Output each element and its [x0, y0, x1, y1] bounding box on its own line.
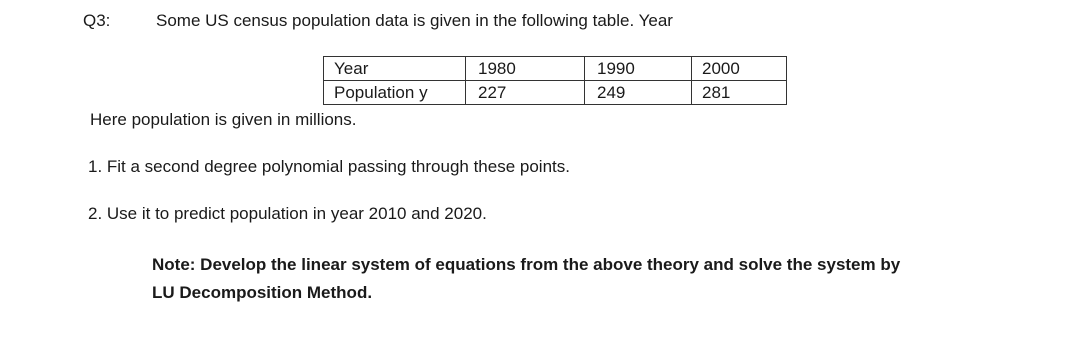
table-cell: Population y	[324, 81, 466, 105]
table-cell: 1980	[466, 57, 585, 81]
table-cell: 1990	[585, 57, 692, 81]
table-cell: 281	[692, 81, 787, 105]
table-row	[324, 81, 787, 105]
task-item-2: 2. Use it to predict population in year 2010 and 2020.	[88, 204, 487, 223]
table-row	[324, 57, 787, 81]
method-note-line-1: Note: Develop the linear system of equations from the above theory and solve the system by	[152, 255, 901, 274]
question-number: Q3:	[83, 11, 111, 30]
table-cell: 227	[466, 81, 585, 105]
task-item-1: 1. Fit a second degree polynomial passing through these points.	[88, 157, 570, 176]
census-table	[323, 56, 787, 105]
units-note: Here population is given in millions.	[90, 110, 357, 129]
method-note-line-2: LU Decomposition Method.	[152, 283, 373, 302]
question-prompt: Some US census population data is given in the following table. Year	[156, 11, 673, 30]
table-cell: 2000	[692, 57, 787, 81]
table-cell: Year	[324, 57, 466, 81]
table-cell: 249	[585, 81, 692, 105]
method-note	[152, 251, 972, 307]
